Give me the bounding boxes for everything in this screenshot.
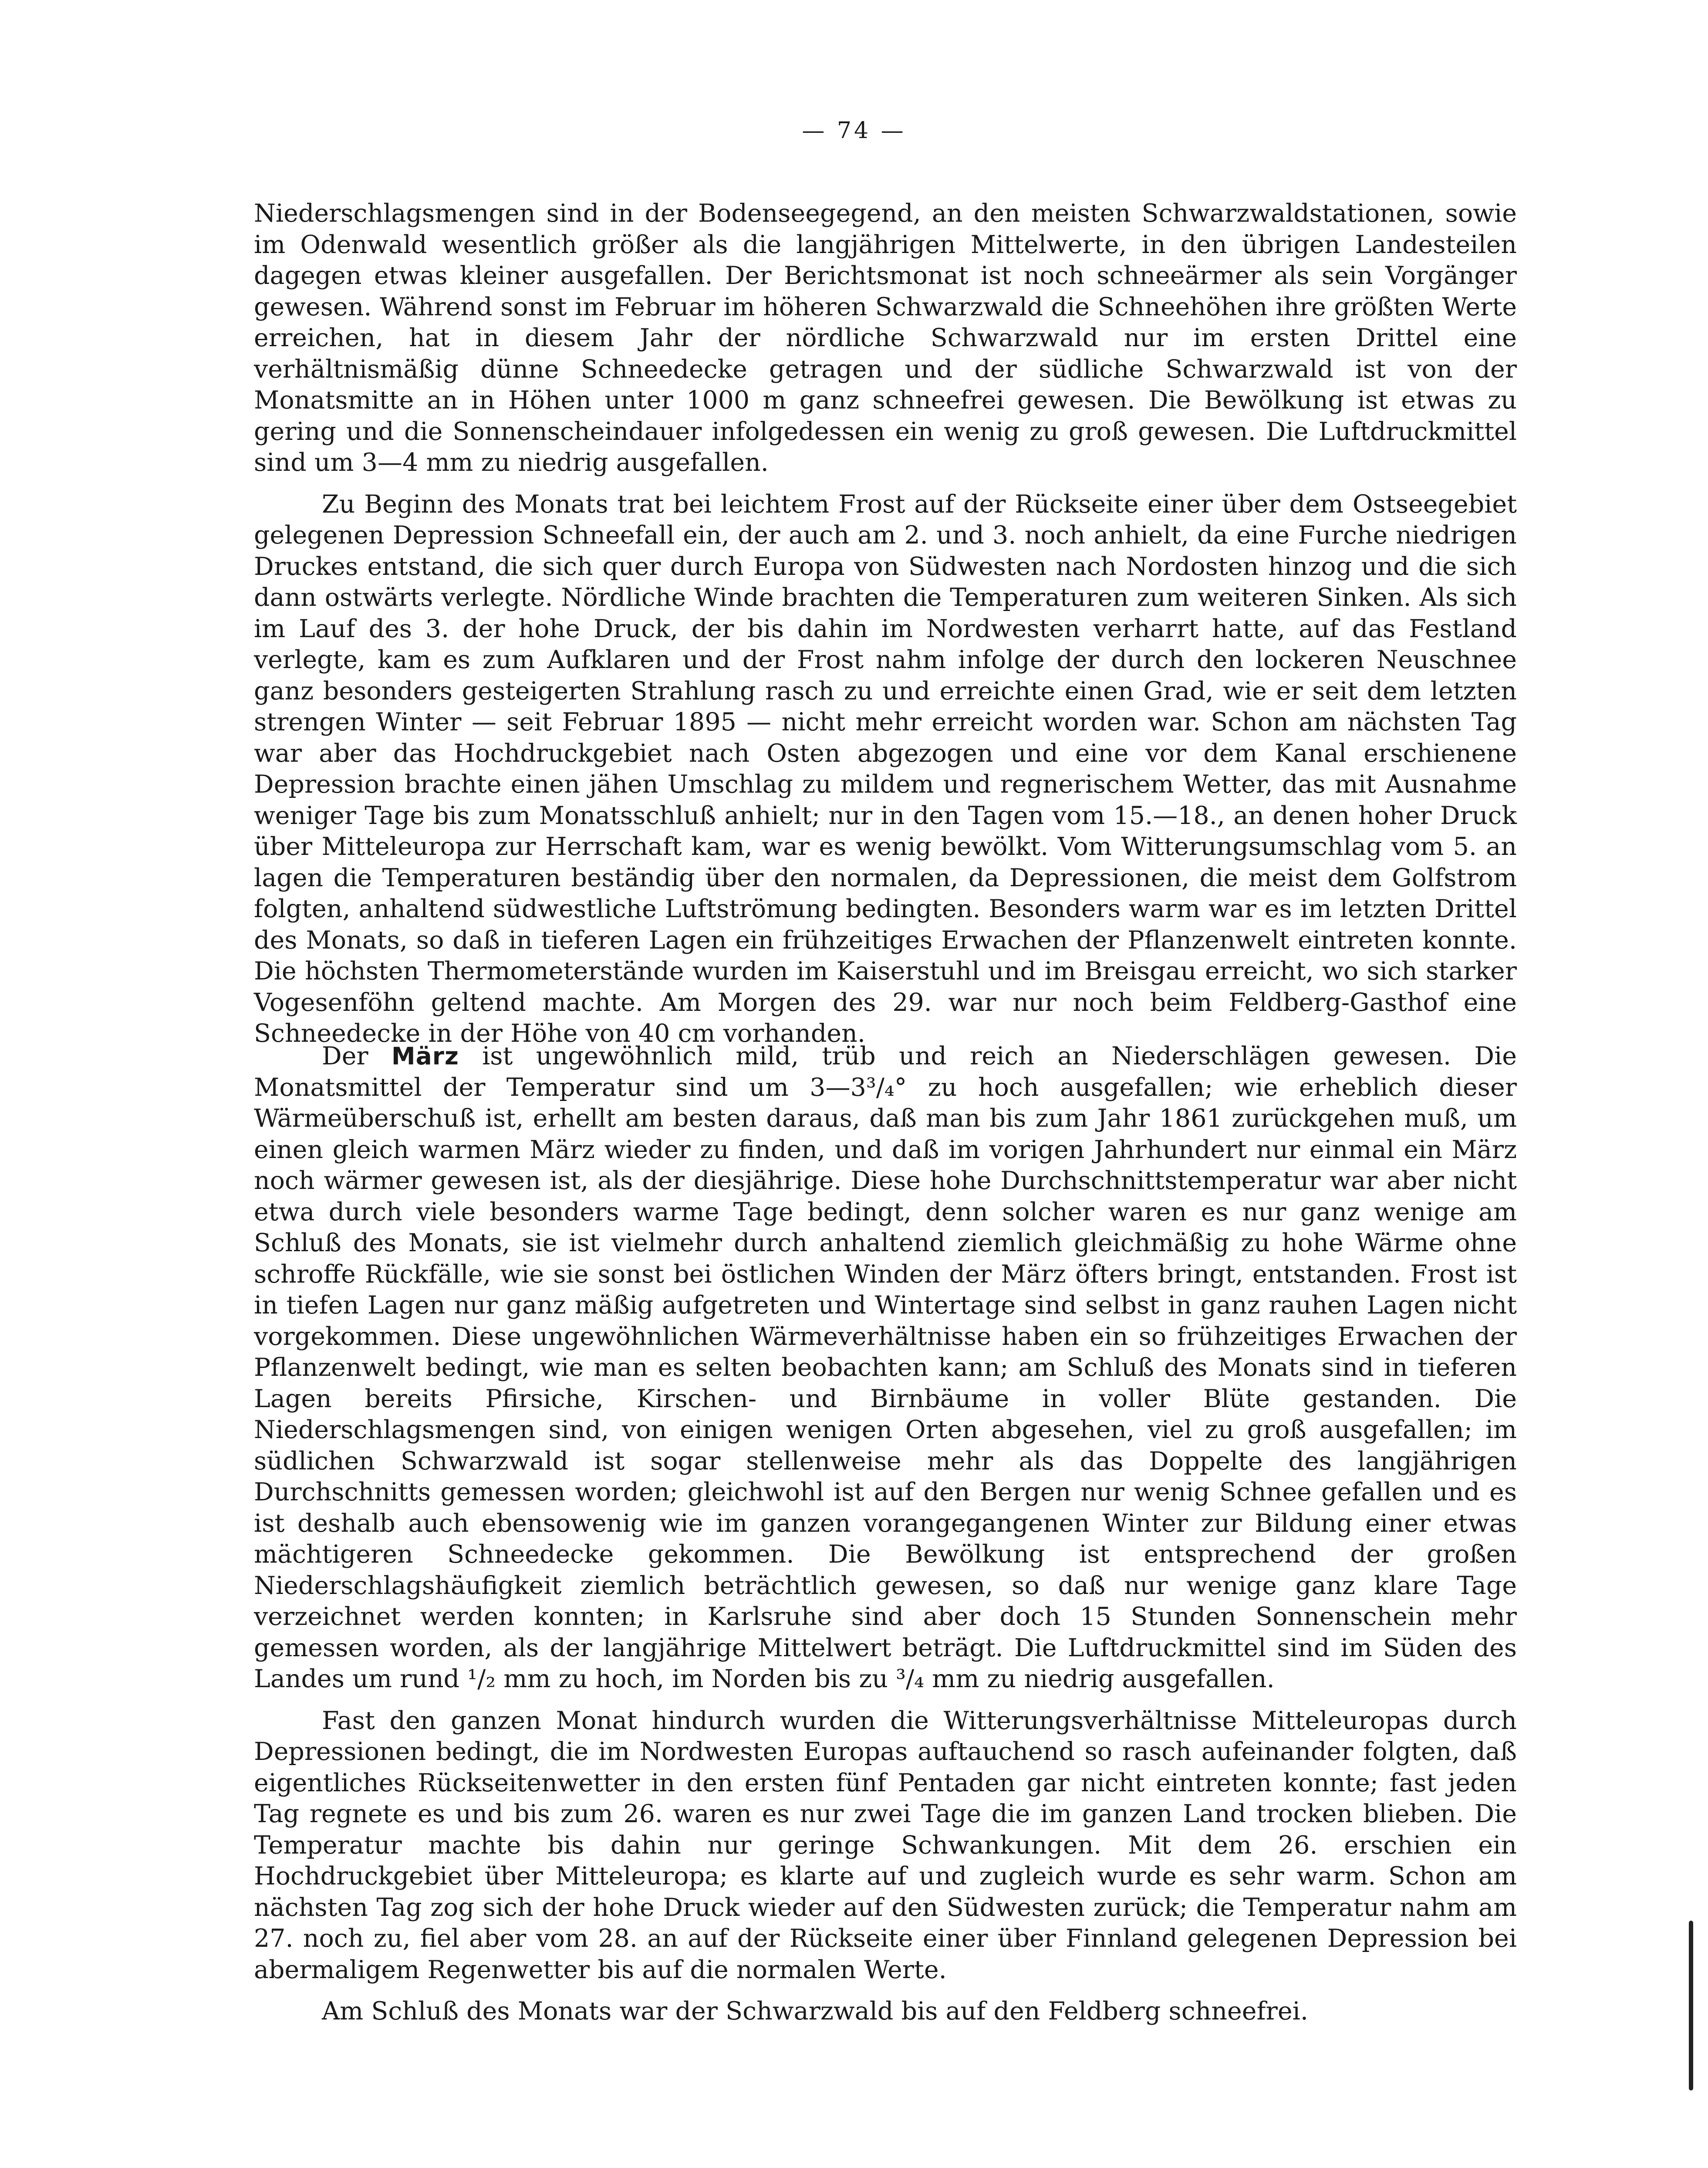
february-paragraph-precipitation: Niederschlagsmengen sind in der Bodenseegegend, an den meisten Schwarzwaldstationen, sowie im Odenwald wesentlich größer als die langjährigen Mittelwerte, in den übrigen Landesteilen dagegen etwas kleiner ausgefallen. Der Berichtsmonat ist noch schneeärmer als sein Vorgänger gewesen. Während sonst im Februar im höheren Schwarzwald die Schneehöhen ihre größten Werte erreichen, hat in diesem Jahr der nördliche Schwarzwald nur im ersten Drittel eine verhältnismäßig dünne Schneedecke getragen und der südliche Schwarzwald ist von der Monatsmitte an in Höhen unter 1000 m ganz schneefrei gewesen. Die Bewölkung ist etwas zu gering und die Sonnenscheindauer infolgedessen ein wenig zu groß gewesen. Die Luftdruckmittel sind um 3—4 mm zu niedrig ausgefallen. bbox=[254, 199, 1517, 477]
march-report bbox=[254, 1041, 1517, 2038]
page-number: — 74 — bbox=[802, 118, 906, 144]
march-paragraph-weather-course: Fast den ganzen Monat hindurch wurden die Witterungsverhältnisse Mitteleuropas durch Depressionen bedingt, die im Nordwesten Europas auftauchend so rasch aufeinander folgten, daß eigentliches Rückseitenwetter in den ersten fünf Pentaden gar nicht eintreten konnte; fast jeden Tag regnete es und bis zum 26. waren es nur zwei Tage die im ganzen Land trocken blieben. Die Temperatur machte bis dahin nur geringe Schwankungen. Mit dem 26. erschien ein Hochdruckgebiet über Mitteleuropa; es klarte auf und zugleich wurde es sehr warm. Schon am nächsten Tag zog sich der hohe Druck wieder auf den Südwesten zurück; die Temperatur nahm am 27. noch zu, fiel aber vom 28. an auf der Rückseite einer über Finnland gelegenen Depression bei abermaligem Regenwetter bis auf die normalen Werte. bbox=[254, 1706, 1517, 1984]
scan-edge-mark bbox=[1689, 1921, 1693, 2090]
march-paragraph-overview bbox=[254, 1041, 1517, 1695]
march-paragraph-overview-text: ist ungewöhnlich mild, trüb und reich an Niederschlägen gewesen. Die Monatsmittel der Temperatur sind um 3—3³/₄° zu hoch ausgefallen; wie erheblich dieser Wärmeüberschuß ist, erhellt am besten daraus, daß man bis zum Jahr 1861 zurückgehen muß, um einen gleich warmen März wieder zu finden, und daß im vorigen Jahrhundert nur einmal ein März noch wärmer gewesen ist, als der diesjährige. Diese hohe Durchschnittstemperatur war aber nicht etwa durch viele besonders warme Tage bedingt, denn solcher waren es nur ganz wenige am Schluß des Monats, sie ist vielmehr durch anhaltend ziemlich gleichmäßig zu hohe Wärme ohne schroffe Rückfälle, wie sie sonst bei östlichen Winden der März öfters bringt, entstanden. Frost ist in tiefen Lagen nur ganz mäßig aufgetreten und Wintertage sind selbst in ganz rauhen Lagen nicht vorgekommen. Diese ungewöhnlichen Wärmeverhältnisse haben ein so frühzeitiges Erwachen der Pflanzenwelt bedingt, wie man es selten beobachten kann; am Schluß des Monats sind in tieferen Lagen bereits Pfirsiche, Kirschen- und Birnbäume in voller Blüte gestanden. Die Niederschlagsmengen sind, von einigen wenigen Orten abgesehen, viel zu groß ausgefallen; im südlichen Schwarzwald ist sogar stellenweise mehr als das Doppelte des langjährigen Durchschnitts gemessen worden; gleichwohl ist auf den Bergen nur wenig Schnee gefallen und es ist deshalb auch ebensowenig wie im ganzen vorangegangenen Winter zur Bildung einer etwas mächtigeren Schneedecke gekommen. Die Bewölkung ist entsprechend der großen Niederschlagshäufigkeit ziemlich beträchtlich gewesen, so daß nur wenige ganz klare Tage verzeichnet werden konnten; in Karlsruhe sind aber doch 15 Stunden Sonnenschein mehr gemessen worden, als der langjährige Mittelwert beträgt. Die Luftdruckmittel sind im Süden des Landes um rund ¹/₂ mm zu hoch, im Norden bis zu ³/₄ mm zu niedrig ausgefallen. bbox=[254, 1042, 1517, 1693]
march-paragraph-conclusion: Am Schluß des Monats war der Schwarzwald bis auf den Feldberg schneefrei. bbox=[322, 1997, 1308, 2026]
february-paragraph-weather-course: Zu Beginn des Monats trat bei leichtem Frost auf der Rückseite einer über dem Ostseegebiet gelegenen Depression Schneefall ein, der auch am 2. und 3. noch anhielt, da eine Furche niedrigen Druckes entstand, die sich quer durch Europa von Südwesten nach Nordosten hinzog und die sich dann ostwärts verlegte. Nördliche Winde brachten die Temperaturen zum weiteren Sinken. Als sich im Lauf des 3. der hohe Druck, der bis dahin im Nordwesten verharrt hatte, auf das Festland verlegte, kam es zum Aufklaren und der Frost nahm infolge der durch den lockeren Neuschnee ganz besonders gesteigerten Strahlung rasch zu und erreichte einen Grad, wie er seit dem letzten strengen Winter — seit Februar 1895 — nicht mehr erreicht worden war. Schon am nächsten Tag war aber das Hochdruckgebiet nach Osten abgezogen und eine vor dem Kanal erschienene Depression brachte einen jähen Umschlag zu mildem und regnerischem Wetter, das mit Ausnahme weniger Tage bis zum Monatsschluß anhielt; nur in den Tagen vom 15.—18., an denen hoher Druck über Mitteleuropa zur Herrschaft kam, war es wenig bewölkt. Vom Witterungsumschlag vom 5. an lagen die Temperaturen beständig über den normalen, da Depressionen, die meist dem Golfstrom folgten, anhaltend südwestliche Luftströmung bedingten. Besonders warm war es im letzten Drittel des Monats, so daß in tieferen Lagen ein frühzeitiges Erwachen der Pflanzenwelt eintreten konnte. Die höchsten Thermometerstände wurden im Kaiserstuhl und im Breisgau erreicht, wo sich starker Vogesenföhn geltend machte. Am Morgen des 29. war nur noch beim Feldberg-Gasthof eine Schneedecke in der Höhe von 40 cm vorhanden. bbox=[254, 490, 1517, 1048]
february-report bbox=[254, 198, 1517, 1060]
march-intro-word: Der bbox=[322, 1042, 368, 1070]
month-heading-maerz: März bbox=[391, 1042, 459, 1070]
